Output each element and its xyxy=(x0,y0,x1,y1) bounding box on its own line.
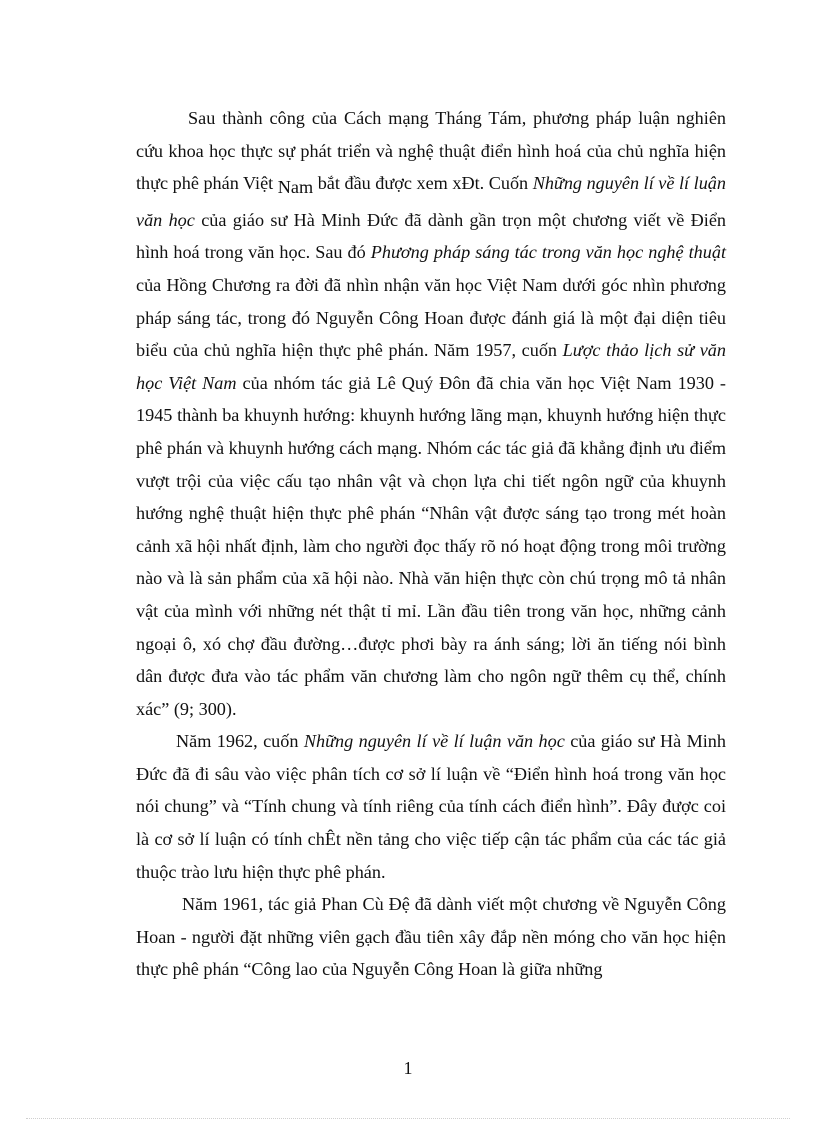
paragraph xyxy=(136,888,726,986)
paragraph xyxy=(136,102,726,725)
page-number: 1 xyxy=(403,1058,413,1078)
paragraph xyxy=(136,725,726,888)
page-bottom-edge xyxy=(26,1118,790,1119)
text-run: Năm 1961, tác giả Phan Cù Đệ đã dành viết một chương về Nguyễn Công Hoan - người đặt những viên gạch đầu tiên xây đắp nền móng cho văn học hiện thực phê phán “Công lao của Nguyễn Công Hoan là giữa những xyxy=(136,894,726,980)
text-run: của Hồng Chương ra đời đã nhìn nhận văn học Việt Nam dưới góc nhìn phương pháp sáng tác, trong đó Nguyễn Công Hoan được đánh giá là một đại diện tiêu biểu của chủ nghĩa hiện thực phê phán. Năm 1957, cuốn xyxy=(136,274,726,361)
text-run: của nhóm tác giả Lê Quý Đôn đã chia văn học Việt Nam 1930 - 1945 thành ba khuynh hướng: khuynh hướng lãng mạn, khuynh hướng hiện thực phê phán và khuynh hướng cách mạng. Nhóm các tác giả đã khẳng định ưu điểm vượt trội của việc cấu tạo nhân vật và chọn lựa chi tiết ngôn ngữ của khuynh hướng nghệ thuật hiện thực phê phán “Nhân vật được sáng tạo trong mét hoàn cảnh xã hội nhất định, làm cho người đọc thấy rõ nó hoạt động trong môi trường nào và là sản phẩm của xã hội nào. Nhà văn hiện thực còn chú trọng mô tả nhân vật của mình với những nét thật tỉ mỉ. Lần đầu tiên trong văn học, những cảnh ngoại ô, xó chợ đầu đường…được phơi bày ra ánh sáng; lời ăn tiếng nói bình dân được đưa vào tác phẩm văn chương làm cho ngôn ngữ thêm cụ thể, chính xác” (9; 300). xyxy=(136,372,726,719)
body-text xyxy=(136,102,726,986)
text-run: Năm 1962, cuốn xyxy=(176,731,304,752)
text-run: của giáo sư Hà Minh Đức đã dành gần trọn một chương viết về Điển hình hoá trong văn học. Sau đó xyxy=(136,209,726,263)
book-title: Lược thảo lịch sử văn học Việt Nam xyxy=(136,340,726,393)
book-title: Những nguyên lí về lí luận văn học xyxy=(303,731,565,752)
text-run: bắt đầu được xem xÐt. Cuốn xyxy=(313,173,533,194)
book-title: Phương pháp sáng tác trong văn học nghệ thuật xyxy=(370,242,727,263)
text-run: của giáo sư Hà Minh Đức đã đi sâu vào việc phân tích cơ sở lí luận về “Điển hình hoá trong văn học nói chung” và “Tính chung và tính riêng của tính cách điển hình”. Đây được coi là cơ sở lí luận có tính chÊt nền tảng cho việc tiếp cận tác phẩm của các tác giả thuộc trào lưu hiện thực phê phán. xyxy=(136,731,726,882)
book-title: Những nguyên lí về lí luận văn học xyxy=(136,173,726,230)
text-run: Nam xyxy=(277,177,314,198)
text-run: Sau thành công của Cách mạng Tháng Tám, phương pháp luận nghiên cứu khoa học thực sự phát triển và nghệ thuật điển hình hoá của chủ nghĩa hiện thực phê phán Việt xyxy=(136,108,726,194)
